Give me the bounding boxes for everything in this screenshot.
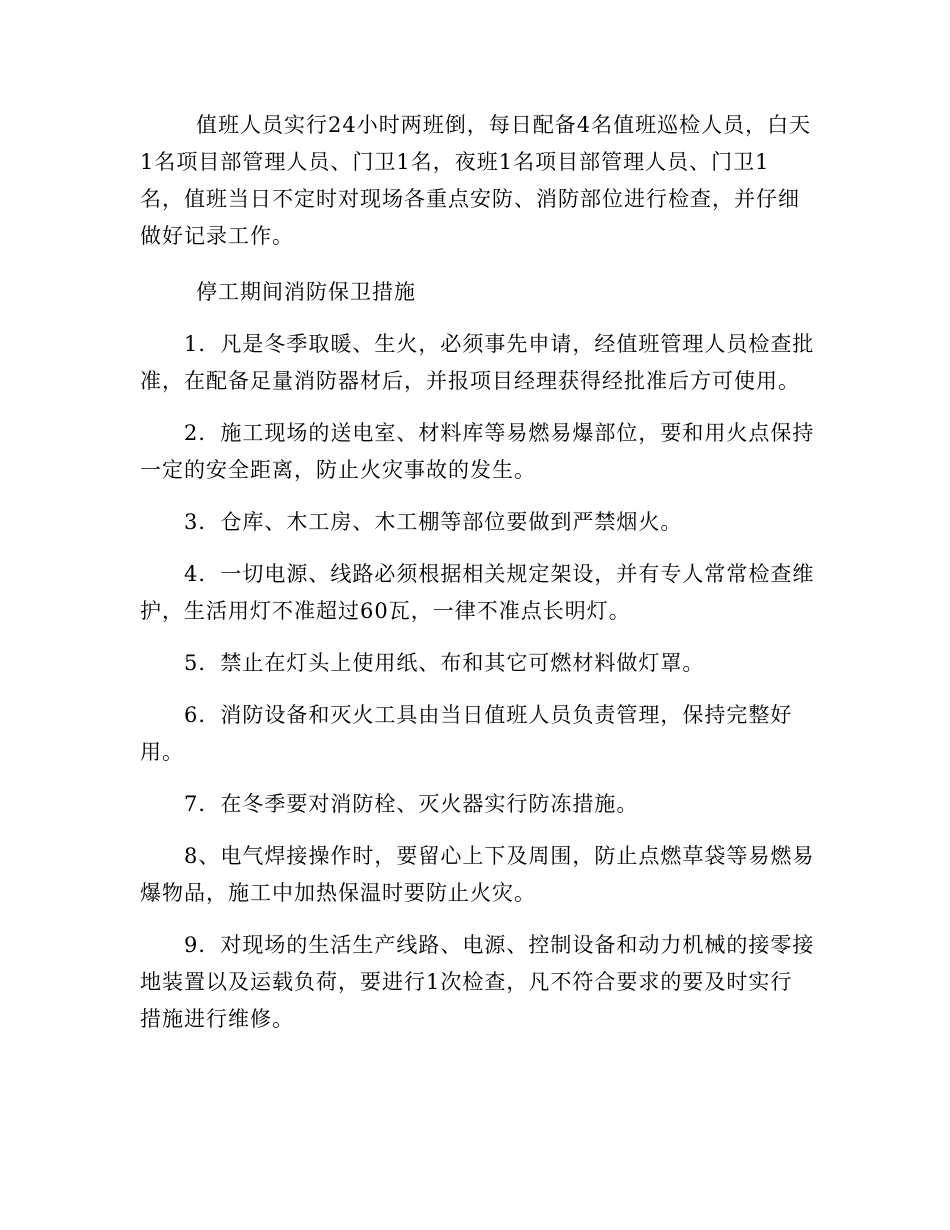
section-heading: 停工期间消防保卫措施	[196, 280, 416, 304]
measure-4-line-2: 护，生活用灯不准超过60瓦，一律不准点长明灯。	[140, 599, 631, 623]
paragraph-1-line-3: 名，值班当日不定时对现场各重点安防、消防部位进行检查，并仔细	[140, 187, 800, 211]
measure-9-line-3: 措施进行维修。	[140, 1007, 294, 1031]
measure-7-line-1: 7．在冬季要对消防栓、灭火器实行防冻措施。	[184, 792, 639, 816]
measure-9-line-2: 地装置以及运载负荷，要进行1次检查，凡不符合要求的要及时实行	[140, 970, 793, 994]
measure-8-line-1: 8、电气焊接操作时，要留心上下及周围，防止点燃草袋等易燃易	[184, 844, 815, 868]
measure-9-line-1: 9．对现场的生活生产线路、电源、控制设备和动力机械的接零接	[184, 933, 815, 957]
paragraph-1-line-4: 做好记录工作。	[140, 224, 294, 248]
measure-5-line-1: 5．禁止在灯头上使用纸、布和其它可燃材料做灯罩。	[184, 651, 705, 675]
paragraph-1-line-2: 1名项目部管理人员、门卫1名，夜班1名项目部管理人员、门卫1	[140, 150, 770, 174]
measure-8-line-2: 爆物品，施工中加热保温时要防止火灾。	[140, 881, 536, 905]
measure-3-line-1: 3．仓库、木工房、木工棚等部位要做到严禁烟火。	[184, 510, 683, 534]
measure-1-line-1: 1．凡是冬季取暖、生火，必须事先申请，经值班管理人员检查批	[184, 332, 815, 356]
paragraph-1-line-1: 值班人员实行24小时两班倒，每日配备4名值班巡检人员，白天	[196, 113, 812, 137]
measure-6-line-1: 6．消防设备和灭火工具由当日值班人员负责管理，保持完整好	[184, 703, 793, 727]
measure-1-line-2: 准，在配备足量消防器材后，并报项目经理获得经批准后方可使用。	[140, 369, 800, 393]
measure-2-line-2: 一定的安全距离，防止火灾事故的发生。	[140, 458, 536, 482]
measure-2-line-1: 2．施工现场的送电室、材料库等易燃易爆部位，要和用火点保持	[184, 421, 815, 445]
measure-4-line-1: 4．一切电源、线路必须根据相关规定架设，并有专人常常检查维	[184, 562, 815, 586]
measure-6-line-2: 用。	[140, 740, 184, 764]
